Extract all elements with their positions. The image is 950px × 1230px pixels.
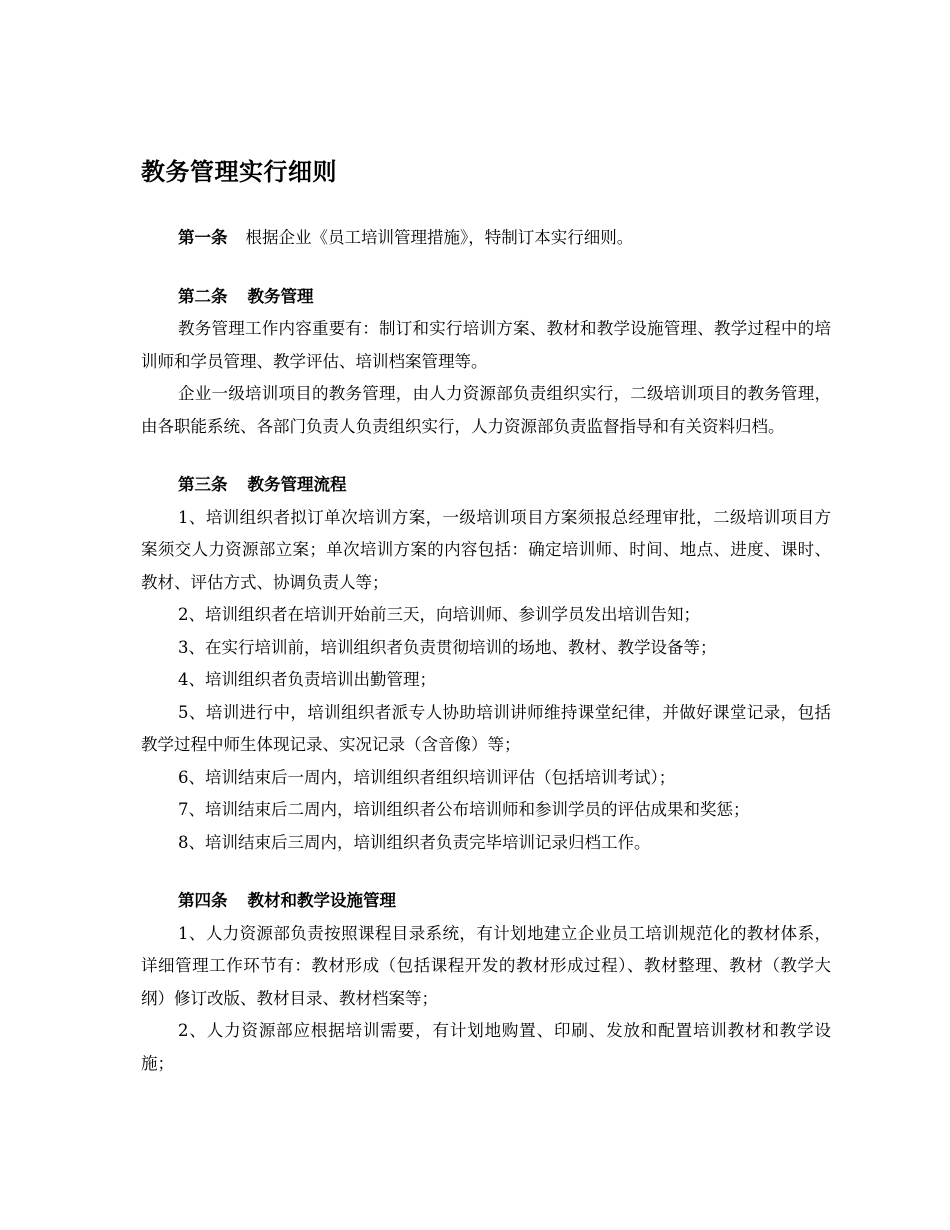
article-4-number: 第四条	[178, 891, 228, 910]
article-3-title: 教务管理流程	[247, 475, 347, 494]
article-2-number: 第二条	[178, 286, 228, 306]
document-title: 教务管理实行细则	[141, 158, 337, 186]
article-3-item: 5、培训进行中，培训组织者派专人协助培训讲师维持课堂纪律，并做好课堂记录，包括教学过程中师生体现记录、实况记录（含音像）等；	[141, 702, 831, 754]
article-1	[141, 222, 831, 255]
article-4-item: 2、人力资源部应根据培训需要，有计划地购置、印刷、发放和配置培训教材和教学设施；	[141, 1021, 831, 1073]
article-3-heading	[141, 469, 831, 502]
article-3-item: 7、培训结束后二周内，培训组织者公布培训师和参训学员的评估成果和奖惩；	[178, 800, 750, 819]
article-3-item: 6、培训结束后一周内，培训组织者组织培训评估（包括培训考试）；	[178, 767, 676, 787]
article-4-item: 1、人力资源部负责按照课程目录系统，有计划地建立企业员工培训规范化的教材体系，详细管理工作环节有：教材形成（包括课程开发的教材形成过程）、教材整理、教材（教学大纲）修订改版、教材目录、教材档案等；	[141, 923, 831, 1008]
article-3-item: 8、培训结束后三周内，培训组织者负责完毕培训记录归档工作。	[178, 832, 651, 852]
article-3-item: 2、培训组织者在培训开始前三天，向培训师、参训学员发出培训告知；	[178, 605, 700, 624]
article-2-paragraph: 教务管理工作内容重要有：制订和实行培训方案、教材和教学设施管理、教学过程中的培训师和学员管理、教学评估、培训档案管理等。	[141, 319, 831, 371]
article-4-title: 教材和教学设施管理	[247, 891, 396, 910]
document-body	[141, 222, 831, 1080]
article-2-paragraph: 企业一级培训项目的教务管理，由人力资源部负责组织实行，二级培训项目的教务管理，由各职能系统、各部门负责人负责组织实行，人力资源部负责监督指导和有关资料归档。	[141, 384, 831, 436]
article-3-item: 4、培训组织者负责培训出勤管理；	[178, 670, 436, 689]
article-3-item: 1、培训组织者拟订单次培训方案，一级培训项目方案须报总经理审批，二级培训项目方案须交人力资源部立案；单次培训方案的内容包括：确定培训师、时间、地点、进度、课时、教材、评估方式、协调负责人等；	[141, 507, 831, 592]
article-3-item: 3、在实行培训前，培训组织者负责贯彻培训的场地、教材、教学设备等；	[178, 637, 717, 657]
article-1-text: 根据企业《员工培训管理措施》，特制订本实行细则。	[245, 228, 634, 247]
article-1-number: 第一条	[178, 228, 228, 247]
article-2-heading	[141, 281, 831, 314]
article-2-title: 教务管理	[247, 286, 314, 306]
article-3-number: 第三条	[178, 475, 228, 494]
article-4-heading	[141, 885, 831, 918]
